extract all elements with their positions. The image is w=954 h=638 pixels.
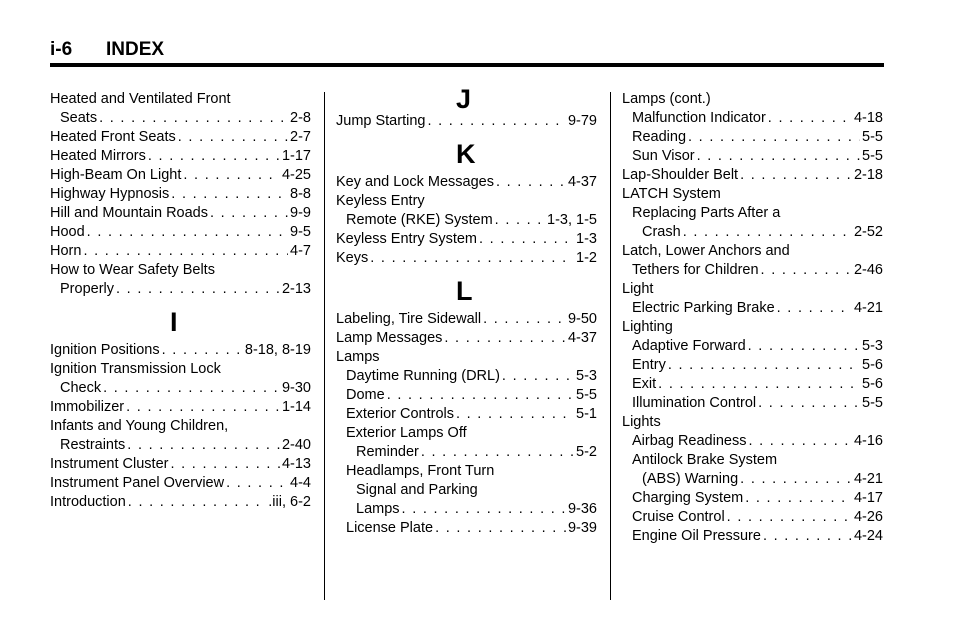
index-entry [336,348,597,367]
index-entry [622,128,883,147]
index-entry [336,329,597,348]
index-entry [622,375,883,394]
dot-leader [387,386,574,405]
dot-leader [745,489,852,508]
index-entry [336,367,597,386]
index-entry [622,489,883,508]
index-entry [622,451,883,470]
entry-page-ref: 1-14 [281,399,311,415]
column-divider [610,92,611,600]
entry-page-ref: 2-40 [281,437,311,453]
page-header [50,38,164,62]
entry-text: Seats [60,110,98,126]
entry-page-ref: 9-50 [567,311,597,327]
entry-text: Headlamps, Front Turn [346,463,495,479]
dot-leader [768,109,852,128]
entry-text: High-Beam On Light [50,167,182,183]
index-entry [336,405,597,424]
entry-page-ref: 1-3 [576,231,597,247]
index-entry [50,341,311,360]
index-entry [50,90,311,109]
entry-page-ref: 5-3 [576,368,597,384]
index-entry [622,413,883,432]
dot-leader [483,310,566,329]
entry-text: Adaptive Forward [632,338,746,354]
page-title: INDEX [106,39,165,60]
entry-text: Horn [50,243,82,259]
entry-page-ref: 5-6 [862,357,883,373]
entry-page-ref: 1-17 [281,148,311,164]
entry-text: Lighting [622,319,673,335]
entry-text: Airbag Readiness [632,433,747,449]
entry-text: Entry [632,357,666,373]
entry-text: Tethers for Children [632,262,759,278]
index-entry [622,299,883,318]
dot-leader [761,261,852,280]
dot-leader [658,375,860,394]
index-entry [50,474,311,493]
column-divider [324,92,325,600]
entry-text: Dome [346,387,385,403]
index-entry [50,204,311,223]
entry-text: Instrument Cluster [50,456,169,472]
entry-page-ref: 2-18 [853,167,883,183]
entry-page-ref: 2-7 [290,129,311,145]
entry-text: Hill and Mountain Roads [50,205,208,221]
index-entry [50,398,311,417]
dot-leader [226,474,288,493]
entry-text: Heated and Ventilated Front [50,91,231,107]
index-entry [336,173,597,192]
entry-page-ref: 2-8 [290,110,311,126]
entry-text: Replacing Parts After a [632,205,781,221]
entry-page-ref: 9-5 [290,224,311,240]
dot-leader [83,242,288,261]
entry-text: Reminder [356,444,419,460]
index-entry [50,242,311,261]
entry-page-ref: 5-5 [576,387,597,403]
entry-page-ref: 4-4 [290,475,311,491]
dot-leader [444,329,566,348]
index-entry [622,318,883,337]
index-entry [622,242,883,261]
dot-leader [178,128,288,147]
entry-page-ref: 4-21 [853,471,883,487]
index-entry [50,280,311,299]
entry-page-ref: 8-8 [290,186,311,202]
index-entry [336,230,597,249]
entry-page-ref: 5-6 [862,376,883,392]
dot-leader [170,455,280,474]
entry-page-ref: 5-2 [576,444,597,460]
entry-page-ref: 4-37 [567,330,597,346]
entry-page-ref: 4-21 [853,300,883,316]
entry-text: Labeling, Tire Sidewall [336,311,482,327]
entry-text: Reading [632,129,687,145]
entry-text: Check [60,380,102,396]
entry-text: Signal and Parking [356,482,478,498]
dot-leader [171,185,288,204]
dot-leader [127,436,280,455]
entry-text: Sun Visor [632,148,695,164]
section-letter: J [456,84,472,114]
entry-page-ref: 2-46 [853,262,883,278]
dot-leader [748,337,860,356]
index-entry [336,462,597,481]
dot-leader [126,398,280,417]
entry-page-ref: 4-26 [853,509,883,525]
entry-text: Instrument Panel Overview [50,475,225,491]
header-rule [50,63,884,67]
dot-leader [99,109,288,128]
dot-leader [421,443,574,462]
entry-text: License Plate [346,520,434,536]
entry-text: Introduction [50,494,126,510]
entry-page-ref: 5-3 [862,338,883,354]
entry-text: (ABS) Warning [642,471,739,487]
dot-leader [103,379,280,398]
entry-text: Lights [622,414,661,430]
entry-text: Crash [642,224,681,240]
dot-leader [402,500,566,519]
dot-leader [427,112,566,131]
entry-page-ref: 9-36 [567,501,597,517]
entry-text: Immobilizer [50,399,125,415]
dot-leader [456,405,574,424]
index-column-2 [336,84,597,538]
entry-text: Hood [50,224,85,240]
dot-leader [727,508,852,527]
entry-page-ref: 5-5 [862,148,883,164]
index-entry [622,394,883,413]
entry-text: Jump Starting [336,113,426,129]
dot-leader [763,527,852,546]
entry-text: Ignition Positions [50,342,160,358]
index-entry [50,493,311,512]
entry-page-ref: 1-3, 1-5 [547,212,597,228]
page-number: i-6 [50,39,73,60]
entry-text: Keyless Entry [336,193,425,209]
index-entry [622,337,883,356]
entry-text: Heated Mirrors [50,148,146,164]
dot-leader [183,166,280,185]
entry-text: Restraints [60,437,126,453]
dot-leader [128,493,267,512]
index-entry [50,436,311,455]
index-entry [622,280,883,299]
dot-leader [758,394,860,413]
entry-page-ref: 4-25 [281,167,311,183]
index-entry [50,147,311,166]
dot-leader [435,519,566,538]
entry-text: Lamps (cont.) [622,91,711,107]
entry-text: Exterior Controls [346,406,454,422]
index-entry [50,360,311,379]
index-entry [50,455,311,474]
entry-page-ref: 5-5 [862,395,883,411]
entry-page-ref: 1-2 [576,250,597,266]
index-entry [622,166,883,185]
index-entry [622,223,883,242]
index-entry [336,500,597,519]
dot-leader [683,223,852,242]
dot-leader [87,223,288,242]
entry-text: Heated Front Seats [50,129,176,145]
entry-text: Latch, Lower Anchors and [622,243,790,259]
dot-leader [740,470,852,489]
entry-text: LATCH System [622,186,721,202]
entry-text: Daytime Running (DRL) [346,368,500,384]
section-letter: I [170,307,178,337]
index-entry [336,112,597,131]
entry-text: Lamps [336,349,380,365]
entry-page-ref: 4-13 [281,456,311,472]
dot-leader [116,280,280,299]
entry-text: Infants and Young Children, [50,418,229,434]
dot-leader [777,299,852,318]
index-entry [336,424,597,443]
entry-text: Keys [336,250,369,266]
entry-text: Remote (RKE) System [346,212,493,228]
index-entry [622,90,883,109]
index-entry [336,481,597,500]
entry-page-ref: 2-52 [853,224,883,240]
entry-text: Ignition Transmission Lock [50,361,221,377]
index-entry [50,261,311,280]
entry-text: How to Wear Safety Belts [50,262,215,278]
entry-page-ref: 4-16 [853,433,883,449]
entry-page-ref: 4-17 [853,490,883,506]
entry-page-ref: 9-79 [567,113,597,129]
entry-text: Electric Parking Brake [632,300,775,316]
entry-text: Key and Lock Messages [336,174,494,190]
index-entry [50,417,311,436]
index-entry [336,443,597,462]
entry-text: Keyless Entry System [336,231,478,247]
index-entry [50,379,311,398]
entry-page-ref: 9-30 [281,380,311,396]
entry-text: Properly [60,281,114,297]
dot-leader [496,173,566,192]
index-entry [622,147,883,166]
section-letter: K [456,139,476,169]
entry-text: Lamp Messages [336,330,443,346]
index-entry [622,204,883,223]
index-entry [622,109,883,128]
dot-leader [748,432,852,451]
entry-text: Lap-Shoulder Belt [622,167,739,183]
index-entry [50,109,311,128]
entry-text: Exit [632,376,657,392]
section-letter: L [456,276,473,306]
index-entry [336,211,597,230]
index-entry [336,310,597,329]
dot-leader [668,356,860,375]
index-entry [622,527,883,546]
index-entry [622,356,883,375]
entry-text: Highway Hypnosis [50,186,170,202]
index-entry [50,166,311,185]
entry-page-ref: 9-9 [290,205,311,221]
dot-leader [697,147,860,166]
dot-leader [370,249,574,268]
entry-text: Exterior Lamps Off [346,425,467,441]
index-entry [622,508,883,527]
index-column-1 [50,90,311,512]
entry-page-ref: 8-18, 8-19 [244,342,311,358]
entry-page-ref: .iii, 6-2 [268,494,311,510]
dot-leader [162,341,243,360]
dot-leader [148,147,280,166]
entry-text: Charging System [632,490,744,506]
index-entry [622,261,883,280]
dot-leader [495,211,545,230]
entry-text: Illumination Control [632,395,757,411]
index-entry [622,432,883,451]
entry-page-ref: 5-1 [576,406,597,422]
index-column-3 [622,90,883,546]
entry-page-ref: 4-24 [853,528,883,544]
dot-leader [479,230,574,249]
entry-page-ref: 5-5 [862,129,883,145]
entry-page-ref: 4-18 [853,110,883,126]
entry-text: Antilock Brake System [632,452,778,468]
dot-leader [210,204,288,223]
index-entry [622,470,883,489]
entry-text: Engine Oil Pressure [632,528,761,544]
index-entry [336,249,597,268]
index-entry [336,386,597,405]
dot-leader [740,166,852,185]
entry-text: Malfunction Indicator [632,110,766,126]
index-entry [336,192,597,211]
entry-text: Light [622,281,654,297]
index-entry [50,128,311,147]
entry-page-ref: 4-7 [290,243,311,259]
index-entry [336,519,597,538]
dot-leader [502,367,574,386]
entry-page-ref: 4-37 [567,174,597,190]
entry-text: Cruise Control [632,509,725,525]
index-entry [50,223,311,242]
entry-page-ref: 9-39 [567,520,597,536]
dot-leader [688,128,860,147]
entry-page-ref: 2-13 [281,281,311,297]
entry-text: Lamps [356,501,400,517]
index-entry [50,185,311,204]
index-entry [622,185,883,204]
